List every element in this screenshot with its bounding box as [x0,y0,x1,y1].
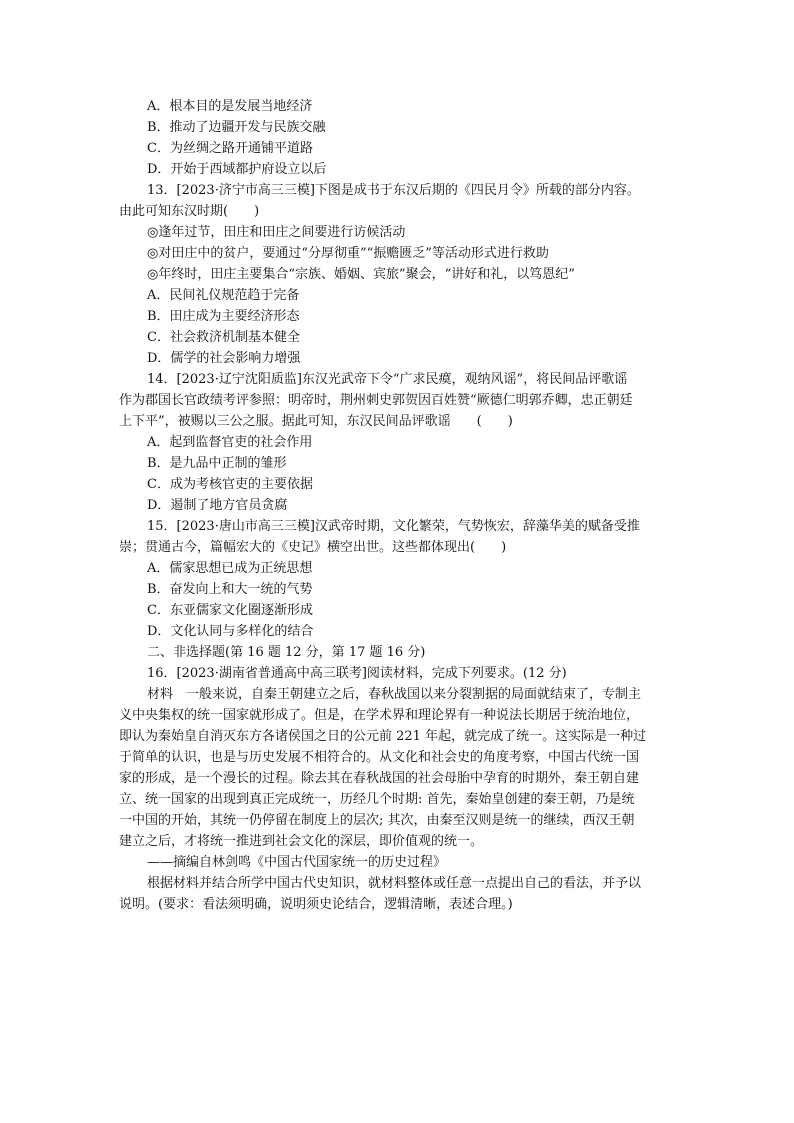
q16-material-line-6: 立、统一国家的出现到真正完成统一，历经几个时期: 首先，秦始皇创建的秦王朝，乃是统 [119,792,635,807]
q14-option-a: A．起到监督官吏的社会作用 [147,435,313,450]
q16-source: ——摘编自林剑鸣《中国古代国家统一的历史过程》 [147,855,447,870]
q15-stem-line-1: 15．[2023·唐山市高三三模]汉武帝时期，文化繁荣，气势恢宏，辞藻华美的赋备受推 [147,519,640,534]
q13-stem-line-2: 由此可知东汉时期( ) [119,204,260,219]
q16-material-line-7: 一中国的开始，其统一仍停留在制度上的层次; 其次，由秦至汉则是统一的继续，西汉王朝 [119,813,635,828]
q16-material-line-2: 义中央集权的统一国家就形成了。但是，在学术界和理论界有一种说法长期居于统治地位， [119,708,640,723]
q13-option-a: A．民间礼仪规范趋于完备 [147,288,300,303]
q15-stem-line-2: 崇；贯通古今，篇幅宏大的《史记》横空出世。这些都体现出( ) [119,540,507,555]
q16-task-line-1: 根据材料并结合所学中国古代史知识，就材料整体或任意一点提出自己的看法，并予以 [147,876,642,891]
q13-option-d: D．儒学的社会影响力增强 [147,351,301,366]
q16-material-line-4: 于简单的认识，也是与历史发展不相符合的。从文化和社会史的角度考察，中国古代统一国 [119,750,640,765]
q13-bullet-2: ◎对田庄中的贫户，要通过“分厚彻重”“振赡匮乏”等活动形式进行救助 [147,246,549,261]
q12-option-a: A．根本目的是发展当地经济 [147,99,313,114]
q16-task-line-2: 说明。(要求：看法须明确，说明须史论结合，逻辑清晰，表述合理。) [119,897,513,912]
q14-option-d: D．遏制了地方官员贪腐 [147,498,288,513]
q13-bullet-3: ◎年终时，田庄主要集合“宗族、婚姻、宾旅”聚会，“讲好和礼，以笃恩纪” [147,267,575,282]
q16-stem: 16．[2023·湖南省普通高中高三联考]阅读材料，完成下列要求。(12 分) [147,666,567,681]
q15-option-b: B．奋发向上和大一统的气势 [147,582,313,597]
q16-material-line-1: 材料 一般来说，自秦王朝建立之后，春秋战国以来分裂割据的局面就结束了，专制主 [147,687,642,702]
q13-stem-line-1: 13．[2023·济宁市高三三模]下图是成书于东汉后期的《四民月令》所载的部分内容。 [147,183,640,198]
q13-bullet-1: ◎逢年过节，田庄和田庄之间要进行访候活动 [147,225,406,240]
q12-option-b: B．推动了边疆开发与民族交融 [147,120,326,135]
q13-option-b: B．田庄成为主要经济形态 [147,309,300,324]
section-2-heading: 二、非选择题(第 16 题 12 分，第 17 题 16 分) [147,645,426,660]
q12-option-c: C．为丝绸之路开通铺平道路 [147,141,313,156]
q15-option-d: D．文化认同与多样化的结合 [147,624,314,639]
q15-option-c: C．东亚儒家文化圈逐渐形成 [147,603,313,618]
q14-stem-line-3: 上下平”，被赐以三公之服。据此可知，东汉民间品评歌谣 ( ) [119,414,513,429]
q13-option-c: C．社会救济机制基本健全 [147,330,300,345]
q14-option-b: B．是九品中正制的雏形 [147,456,287,471]
q12-option-d: D．开始于西域都护府设立以后 [147,162,327,177]
q16-material-line-3: 即认为秦始皇自消灭东方各诸侯国之日的公元前 221 年起，就完成了统一。这实际是一种过 [119,729,647,744]
q15-option-a: A．儒家思想已成为正统思想 [147,561,313,576]
q14-stem-line-2: 作为郡国长官政绩考评参照：明帝时，荆州刺史郭贺因百姓赞“厥德仁明郭乔卿，忠正朝廷 [119,393,633,408]
q14-stem-line-1: 14．[2023·辽宁沈阳质监]东汉光武帝下令“广求民瘼，观纳风谣”，将民间品评歌谣 [147,372,628,387]
q16-material-line-5: 家的形成，是一个漫长的过程。除去其在春秋战国的社会母胎中孕育的时期外，秦王朝自建 [119,771,640,786]
q14-option-c: C．成为考核官吏的主要依据 [147,477,313,492]
q16-material-line-8: 建立之后，才将统一推进到社会文化的深层，即价值观的统一。 [119,834,484,849]
